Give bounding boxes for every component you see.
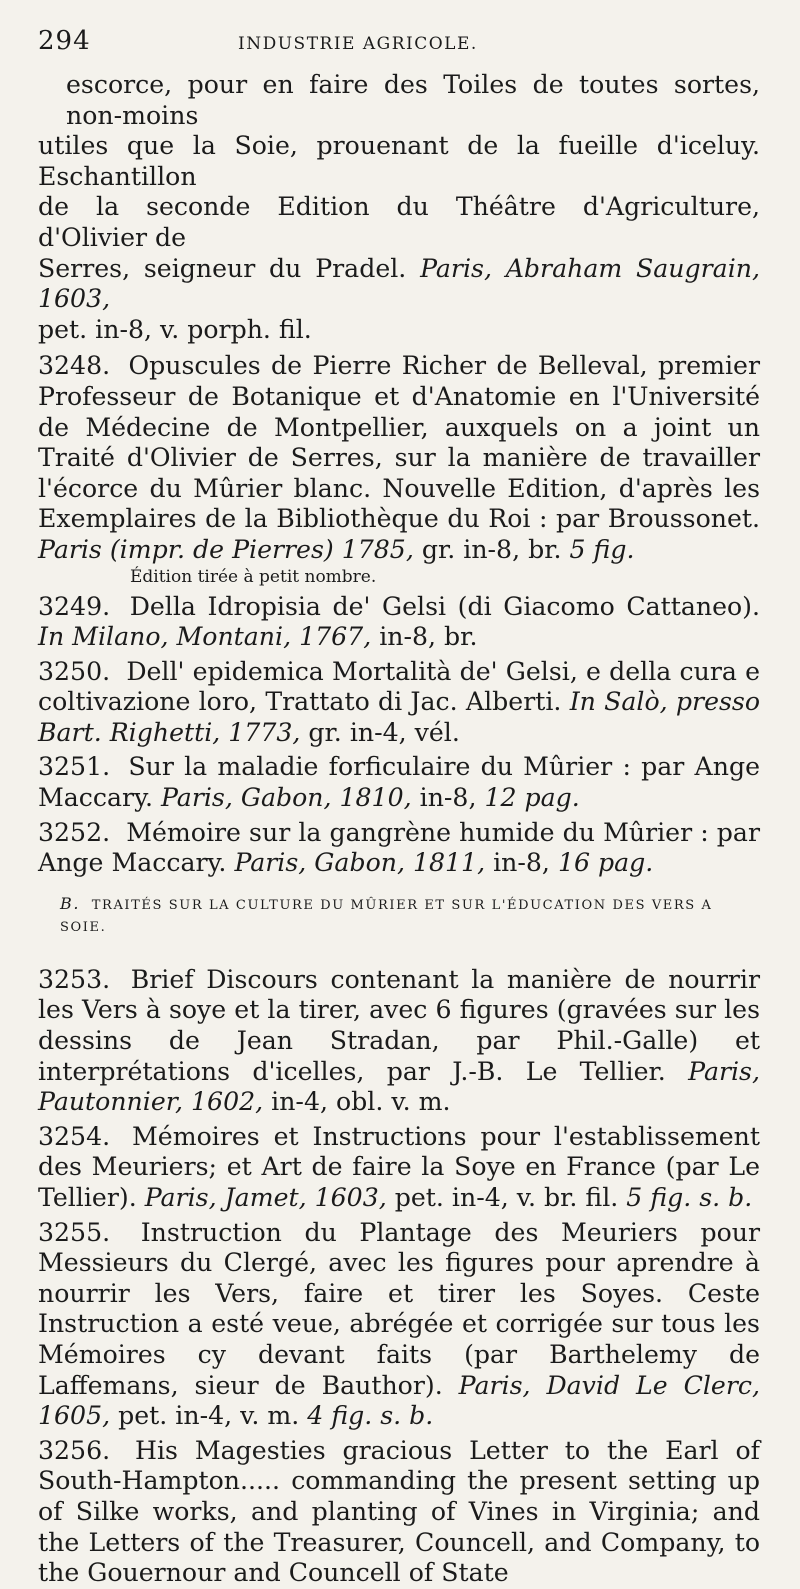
entry-tail-italic: 16 pag. (557, 848, 654, 878)
entry-tail: gr. in-4, vél. (308, 717, 460, 747)
entry-3248 (38, 351, 760, 565)
entry-3256 (38, 1436, 760, 1589)
entry-tail-italic: 4 fig. s. b. (307, 1401, 434, 1431)
entry-tail: pet. in-4, v. br. fil. (394, 1183, 619, 1212)
entry-tail-italic: 5 fig. s. b. (626, 1183, 753, 1212)
entry-imprint: Paris, Pautonnier, 1602, (38, 1056, 760, 1117)
entry-3255 (38, 1218, 760, 1432)
entry-3253 (38, 965, 760, 1118)
continuation-line (38, 254, 760, 315)
continuation-imprint: Paris, Abraham Saugrain, 1603, (38, 253, 760, 314)
entry-number: 3252. (38, 817, 111, 847)
entry-tail-italic: 12 pag. (484, 783, 580, 813)
entry-imprint: Paris, David Le Clerc, 1605, (38, 1370, 760, 1431)
entry-number: 3253. (38, 964, 111, 994)
entry-3254 (38, 1122, 760, 1214)
entry-note: Édition tirée à petit nombre. (130, 566, 377, 587)
entry-tail: in-8, br. (379, 622, 478, 652)
continuation-line: de la seconde Edition du Théâtre d'Agriculture, d'Olivier de (38, 192, 760, 252)
entry-text: Instruction du Plantage des Meuriers pour Messieurs du Clergé, avec les figures pour aprendre à nourrir les Vers, faire et tirer les Soyes. Ceste Instruction a esté veue, abrégée et corrigée sur tous les Mémoires cy devant faits (par Barthelemy de Laffemans, sieur de Bauthor). (38, 1217, 761, 1400)
entry-text: Mémoires et Instructions pour l'establissement des Meuriers; et Art de faire la Soye en France (par Le Tellier). (38, 1121, 760, 1212)
entry-3251 (38, 752, 760, 813)
entry-number: 3254. (38, 1121, 111, 1151)
entry-text: Sur la maladie forficulaire du Mûrier : par Ange Maccary. (38, 752, 760, 813)
entry-tail: in-4, obl. v. m. (271, 1087, 451, 1117)
entry-number: 3250. (38, 656, 111, 686)
entry-imprint: Paris (impr. de Pierres) 1785, (38, 534, 414, 564)
entry-3250 (38, 657, 760, 749)
continuation-tail: pet. in-8, v. porph. fil. (38, 314, 312, 344)
entry-text: Della Idropisia de' Gelsi (di Giacomo Cattaneo). (129, 591, 760, 621)
page-header (38, 26, 760, 70)
entry-text: Dell' epidemica Mortalità de' Gelsi, e della cura e coltivazione loro, Trattato di Jac. Alberti. (38, 656, 760, 717)
entry-number: 3249. (38, 591, 111, 621)
entry-text: Brief Discours contenant la manière de nourrir les Vers à soye et la tirer, avec 6 figures (gravées sur les dessins de Jean Stradan, par Phil.-Galle) et interprétations d'icelles, par J.-B. Le Tellier. (38, 964, 760, 1086)
entry-imprint: In Milano, Montani, 1767, (38, 622, 372, 652)
continuation-text: Serres, seigneur du Pradel. (38, 253, 407, 283)
entry-text: Opuscules de Pierre Richer de Belleval, premier Professeur de Botanique et d'Anatomie en l'Université de Médecine de Montpellier, auxquels on a joint un Traité d'Olivier de Serres, sur la manière de travailler l'écorce du Mûrier blanc. Nouvelle Edition, d'après les Exemplaires de la Bibliothèque du Roi : par Broussonet. (38, 351, 760, 534)
entry-tail: gr. in-8, br. (421, 534, 562, 564)
entry-imprint: In Salò, presso Bart. Righetti, 1773, (38, 687, 760, 747)
entry-tail: in-8, (419, 783, 477, 813)
entry-text: Mémoire sur la gangrène humide du Mûrier : par Ange Maccary. (38, 817, 760, 878)
section-letter: B. (60, 893, 81, 913)
entry-imprint: Paris, Gabon, 1810, (160, 783, 412, 813)
entry-text: His Magesties gracious Letter to the Earl of South-Hampton..... commanding the present setting up of Silke works, and planting of Vines in Virginia; and the Letters of the Treasurer, Councell, and Company, to the Gouernour and Councell of State (38, 1435, 760, 1588)
section-heading (60, 893, 760, 939)
entry-number: 3256. (38, 1435, 111, 1465)
page-number: 294 (38, 26, 91, 56)
entry-tail: pet. in-4, v. m. (118, 1401, 300, 1431)
continuation-line: utiles que la Soie, prouenant de la fueille d'iceluy. Eschantillon (38, 131, 760, 191)
entry-number: 3248. (38, 351, 111, 381)
continuation-line: escorce, pour en faire des Toiles de toutes sortes, non-moins (66, 70, 760, 130)
entry-3252 (38, 818, 760, 879)
entry-number: 3251. (38, 752, 111, 782)
entry-imprint: Paris, Gabon, 1811, (234, 848, 486, 878)
entry-3249 (38, 592, 760, 653)
entry-number: 3255. (38, 1217, 111, 1247)
section-title: TRAITÉS SUR LA CULTURE DU MÛRIER ET SUR L'ÉDUCATION DES VERS A SOIE. (60, 897, 713, 935)
running-head: INDUSTRIE AGRICOLE. (238, 34, 478, 54)
entry-tail: in-8, (493, 848, 550, 878)
continuation-entry (38, 70, 760, 345)
entry-imprint: Paris, Jamet, 1603, (144, 1183, 387, 1212)
entry-tail-italic: 5 fig. (569, 534, 635, 564)
